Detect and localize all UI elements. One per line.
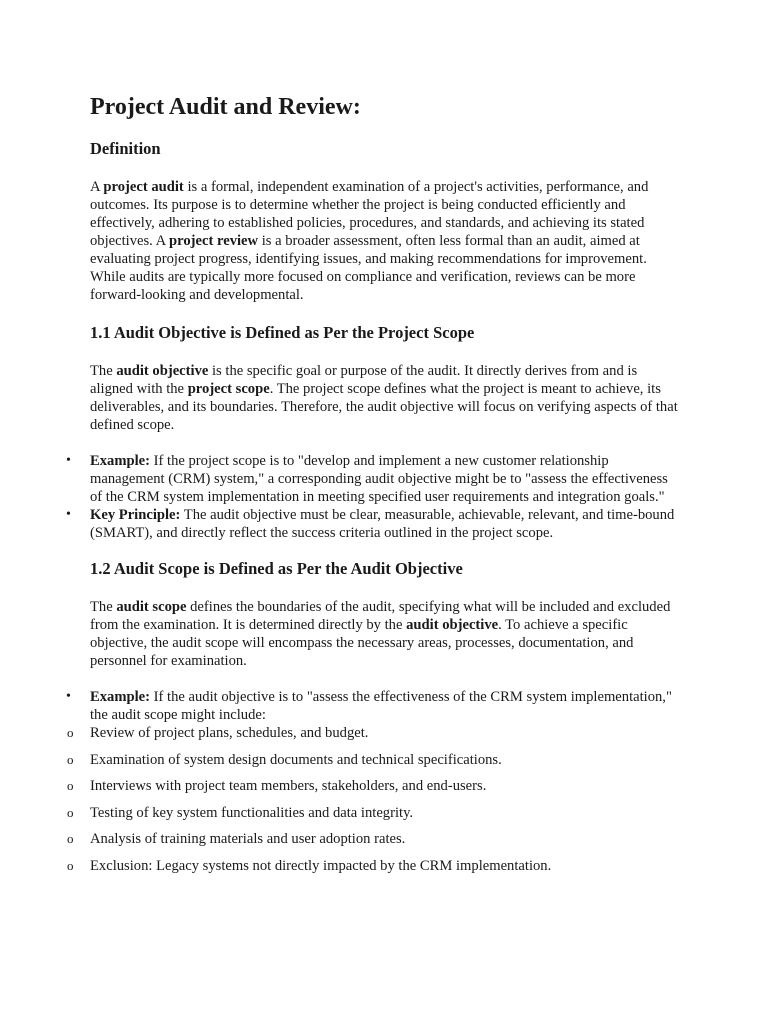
section-2-bullet-list (66, 688, 682, 724)
bullet-label: Key Principle: (90, 507, 181, 523)
page-title: Project Audit and Review: (90, 94, 361, 120)
document-page (66, 92, 682, 883)
section-2-text-a: The (90, 599, 117, 615)
definition-text-c: is a formal, independent examination of a project's activities, performance, and outcomes. Its purpose is to determine whether the project is being conducted efficiently and effectively, adhering to established policies, procedures, and standards, and achieving its stated objectives. A (90, 179, 649, 249)
section-1-term-objective: audit objective (116, 363, 209, 379)
list-item (66, 452, 682, 506)
sub-bullet-marker: o (67, 725, 74, 740)
section-2-text-c: defines the boundaries of the audit, specifying what will be included and excluded from the examination. It is determined directly by the (90, 599, 671, 633)
list-item (67, 857, 682, 875)
section-1-heading: 1.1 Audit Objective is Defined as Per the Project Scope (90, 323, 475, 342)
list-item (66, 688, 682, 724)
bullet-text: If the project scope is to "develop and implement a new customer relationship management (CRM) system," a corresponding audit objective might be to "assess the effectiveness of the CRM system implementation in meeting specified user requirements and integration goals." (90, 453, 668, 505)
section-2-term-objective: audit objective (406, 617, 499, 633)
bullet-text: The audit objective must be clear, measurable, achievable, relevant, and time-bound (SMART), and directly reflect the success criteria outlined in the project scope. (90, 507, 675, 541)
list-item (67, 751, 682, 769)
sub-bullet-marker: o (67, 857, 74, 873)
definition-term-review: project review (169, 233, 259, 249)
sub-bullet-text: Examination of system design documents and technical specifications. (90, 751, 502, 768)
section-2-term-scope: audit scope (116, 599, 187, 615)
sub-bullet-text: Exclusion: Legacy systems not directly impacted by the CRM implementation. (90, 857, 552, 874)
sub-bullet-text: Review of project plans, schedules, and budget. (90, 725, 369, 741)
list-item (67, 724, 682, 742)
section-1-text-e: . The project scope defines what the project is meant to achieve, its deliverables, and its boundaries. Therefore, the audit objective will focus on verifying aspects of that defined scope. (90, 381, 678, 433)
definition-paragraph (90, 178, 682, 304)
section-1-term-scope: project scope (187, 381, 270, 397)
bullet-label: Example: (90, 453, 150, 469)
definition-heading: Definition (90, 139, 161, 158)
bullet-label: Example: (90, 689, 150, 705)
definition-term-audit: project audit (103, 179, 184, 195)
definition-text-a: A (90, 179, 104, 195)
section-2-heading: 1.2 Audit Scope is Defined as Per the Audit Objective (90, 559, 463, 578)
section-1-bullet-list (66, 452, 682, 542)
definition-text-e: is a broader assessment, often less formal than an audit, aimed at evaluating project progress, identifying issues, and making recommendations for improvement. While audits are typically more focused on compliance and verification, reviews can be more forward-looking and developmental. (90, 233, 647, 303)
list-item (67, 830, 682, 848)
sub-bullet-marker: o (67, 751, 74, 767)
bullet-text: If the audit objective is to "assess the effectiveness of the CRM system implementation," the audit scope might include: (90, 689, 672, 723)
sub-bullet-marker: o (67, 804, 74, 820)
section-1-text-c: is the specific goal or purpose of the audit. It directly derives from and is aligned with the (90, 363, 638, 397)
sub-bullet-text: Interviews with project team members, stakeholders, and end-users. (90, 778, 487, 794)
sub-bullet-marker: o (67, 778, 74, 793)
sub-bullet-marker: o (67, 831, 74, 846)
bullet-marker: • (66, 507, 71, 522)
list-item (66, 506, 682, 542)
list-item (67, 804, 682, 822)
section-2-text-e: . To achieve a specific objective, the audit scope will encompass the necessary areas, processes, documentation, and personnel for examination. (90, 617, 634, 669)
sub-bullet-text: Analysis of training materials and user adoption rates. (90, 831, 406, 847)
section-2-paragraph (90, 598, 682, 670)
section-1-paragraph (90, 362, 682, 434)
bullet-marker: • (66, 453, 71, 468)
sub-bullet-text: Testing of key system functionalities and data integrity. (90, 804, 414, 821)
bullet-marker: • (66, 689, 71, 704)
audit-scope-sublist (67, 724, 682, 875)
list-item (67, 777, 682, 795)
section-1-text-a: The (90, 363, 117, 379)
